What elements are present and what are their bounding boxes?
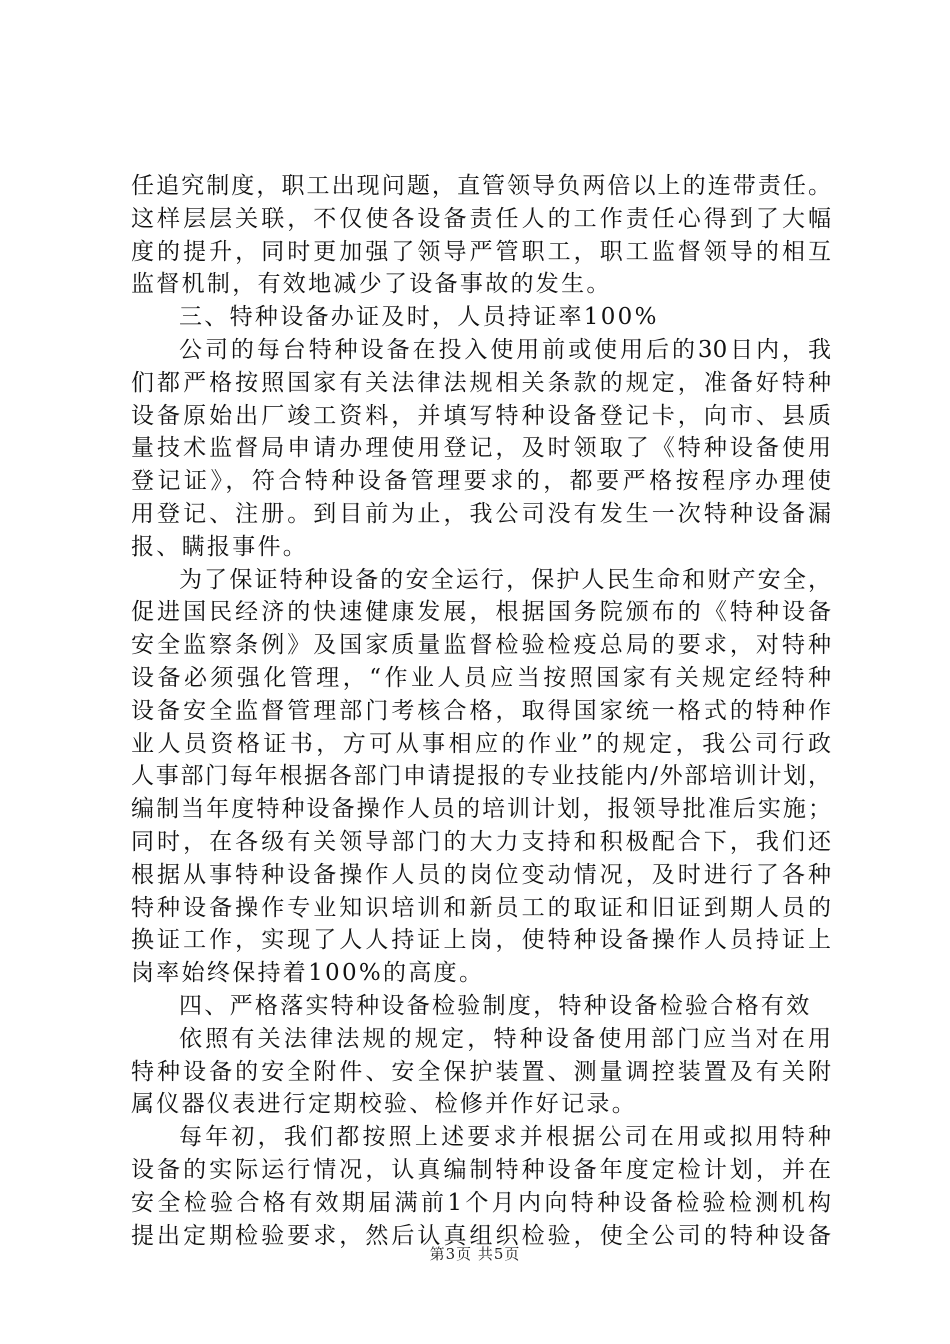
body-line: 设备必须强化管理，“作业人员应当按照国家有关规定经特种: [131, 664, 831, 691]
body-line: 设备的实际运行情况，认真编制特种设备年度定检计划，并在: [131, 1156, 831, 1183]
document-body: [131, 170, 831, 1252]
body-line: 量技术监督局申请办理使用登记，及时领取了《特种设备使用: [131, 435, 831, 462]
body-line: 用登记、注册。到目前为止，我公司没有发生一次特种设备漏: [131, 500, 831, 527]
body-line: 人事部门每年根据各部门申请提报的专业技能内/外部培训计划，: [131, 763, 831, 790]
body-line: 每年初，我们都按照上述要求并根据公司在用或拟用特种: [179, 1124, 831, 1151]
body-line: 依照有关法律法规的规定，特种设备使用部门应当对在用: [179, 1025, 831, 1052]
body-line: 监督机制，有效地减少了设备事故的发生。: [131, 271, 612, 298]
body-line: 安全检验合格有效期届满前1个月内向特种设备检验检测机构: [131, 1189, 831, 1216]
section-heading-4: 四、严格落实特种设备检验制度，特种设备检验合格有效: [179, 992, 812, 1019]
body-line: 为了保证特种设备的安全运行，保护人民生命和财产安全，: [179, 566, 831, 593]
body-line: 促进国民经济的快速健康发展，根据国务院颁布的《特种设备: [131, 599, 831, 626]
body-line: 岗率始终保持着100%的高度。: [131, 960, 485, 987]
body-line: 安全监察条例》及国家质量监督检验检疫总局的要求，对特种: [131, 632, 831, 659]
body-line: 根据从事特种设备操作人员的岗位变动情况，及时进行了各种: [131, 861, 831, 888]
body-line: 编制当年度特种设备操作人员的培训计划，报领导批准后实施；: [131, 796, 831, 823]
section-heading-3: 三、特种设备办证及时，人员持证率100%: [179, 304, 659, 331]
body-line: 任追究制度，职工出现问题，直管领导负两倍以上的连带责任。: [131, 173, 831, 199]
body-line: 公司的每台特种设备在投入使用前或使用后的30日内，我: [179, 336, 831, 363]
body-line: 提出定期检验要求，然后认真组织检验，使全公司的特种设备: [131, 1222, 831, 1249]
body-line: 度的提升，同时更加强了领导严管职工，职工监督领导的相互: [131, 238, 831, 265]
body-line: 登记证》，符合特种设备管理要求的，都要严格按程序办理使: [131, 468, 831, 495]
body-line: 属仪器仪表进行定期校验、检修并作好记录。: [131, 1091, 637, 1118]
body-line: 报、瞒报事件。: [131, 533, 309, 560]
body-line: 换证工作，实现了人人持证上岗，使特种设备操作人员持证上: [131, 927, 831, 954]
body-line: 特种设备的安全附件、安全保护装置、测量调控装置及有关附: [131, 1058, 831, 1085]
body-line: 这样层层关联，不仅使各设备责任人的工作责任心得到了大幅: [131, 205, 831, 232]
page-number-footer: 第3页 共5页: [429, 1245, 521, 1263]
body-line: 设备原始出厂竣工资料，并填写特种设备登记卡，向市、县质: [131, 402, 831, 429]
body-line: 们都严格按照国家有关法律法规相关条款的规定，准备好特种: [131, 369, 831, 396]
body-line: 设备安全监督管理部门考核合格，取得国家统一格式的特种作: [131, 697, 831, 724]
body-line: 业人员资格证书，方可从事相应的作业”的规定，我公司行政: [131, 730, 831, 757]
body-line: 特种设备操作专业知识培训和新员工的取证和旧证到期人员的: [131, 894, 831, 921]
body-line: 同时，在各级有关领导部门的大力支持和积极配合下，我们还: [131, 828, 831, 855]
